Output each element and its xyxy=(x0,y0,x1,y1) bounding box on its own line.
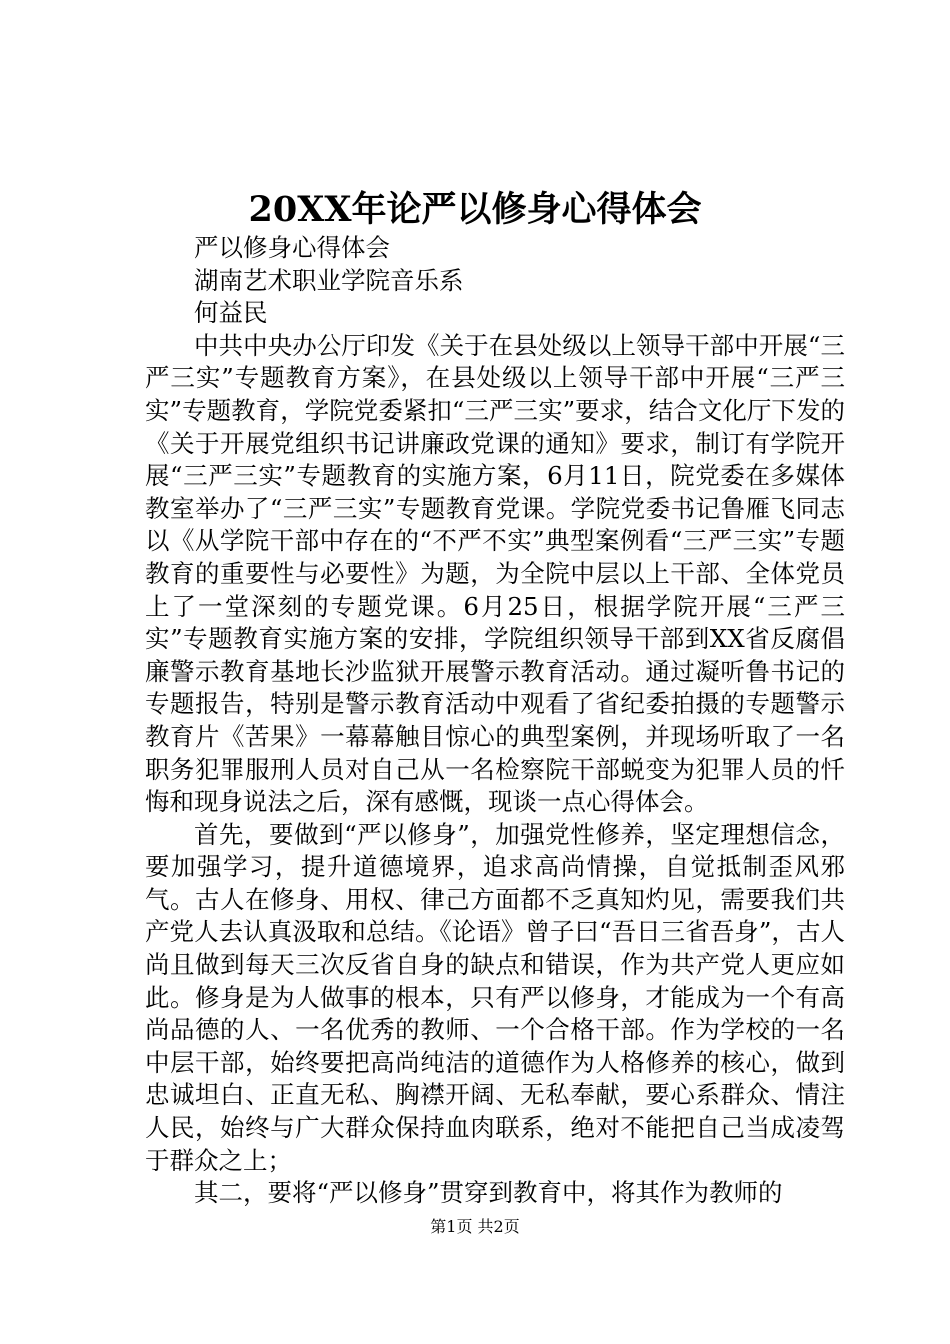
subtitle-line: 严以修身心得体会 xyxy=(194,233,390,262)
paragraph: 中共中央办公厅印发《关于在县处级以上领导干部中开展“三严三实”专题教育方案》，在县处级以上领导干部中开展“三严三实”专题教育，学院党委紧扣“三严三实”要求，结合文化厅下发的《关于开展党组织书记讲廉政党课的通知》要求，制订有学院开展“三严三实”专题教育的实施方案，6月11日，院党委在多媒体教室举办了“三严三实”专题教育党课。学院党委书记鲁雁飞同志以《从学院干部中存在的“不严不实”典型案例看“三严三实”专题教育的重要性与必要性》为题，为全院中层以上干部、全体党员上了一堂深刻的专题党课。6月25日，根据学院开展“三严三实”专题教育实施方案的安排，学院组织领导干部到XX省反腐倡廉警示教育基地长沙监狱开展警示教育活动。通过凝听鲁书记的专题报告，特别是警示教育活动中观看了省纪委拍摄的专题警示教育片《苦果》一幕幕触目惊心的典型案例，并现场听取了一名职务犯罪服刑人员对自己从一名检察院干部蜕变为犯罪人员的忏悔和现身说法之后，深有感慨，现谈一点心得体会。 xyxy=(145,330,845,817)
paragraph: 其二，要将“严以修身”贯穿到教育中，将其作为教师的 xyxy=(194,1178,783,1208)
page-footer: 第1页 共2页 xyxy=(430,1217,520,1236)
affiliation-line: 湖南艺术职业学院音乐系 xyxy=(194,265,464,295)
author-line: 何益民 xyxy=(194,298,268,328)
document-title: 20XX年论严以修身心得体会 xyxy=(248,189,702,230)
document-body xyxy=(145,232,845,1210)
paragraph: 首先，要做到“严以修身”，加强党性修养，坚定理想信念，要加强学习，提升道德境界，追求高尚情操，自觉抵制歪风邪气。古人在修身、用权、律己方面都不乏真知灼见，需要我们共产党人去认真汲取和总结。《论语》曾子曰“吾日三省吾身”，古人尚且做到每天三次反省自身的缺点和错误，作为共产党人更应如此。修身是为人做事的根本，只有严以修身，才能成为一个有高尚品德的人、一名优秀的教师、一个合格干部。作为学校的一名中层干部，始终要把高尚纯洁的道德作为人格修养的核心，做到忠诚坦白、正直无私、胸襟开阔、无私奉献，要心系群众、情注人民，始终与广大群众保持血肉联系，绝对不能把自己当成凌驾于群众之上； xyxy=(145,819,845,1175)
